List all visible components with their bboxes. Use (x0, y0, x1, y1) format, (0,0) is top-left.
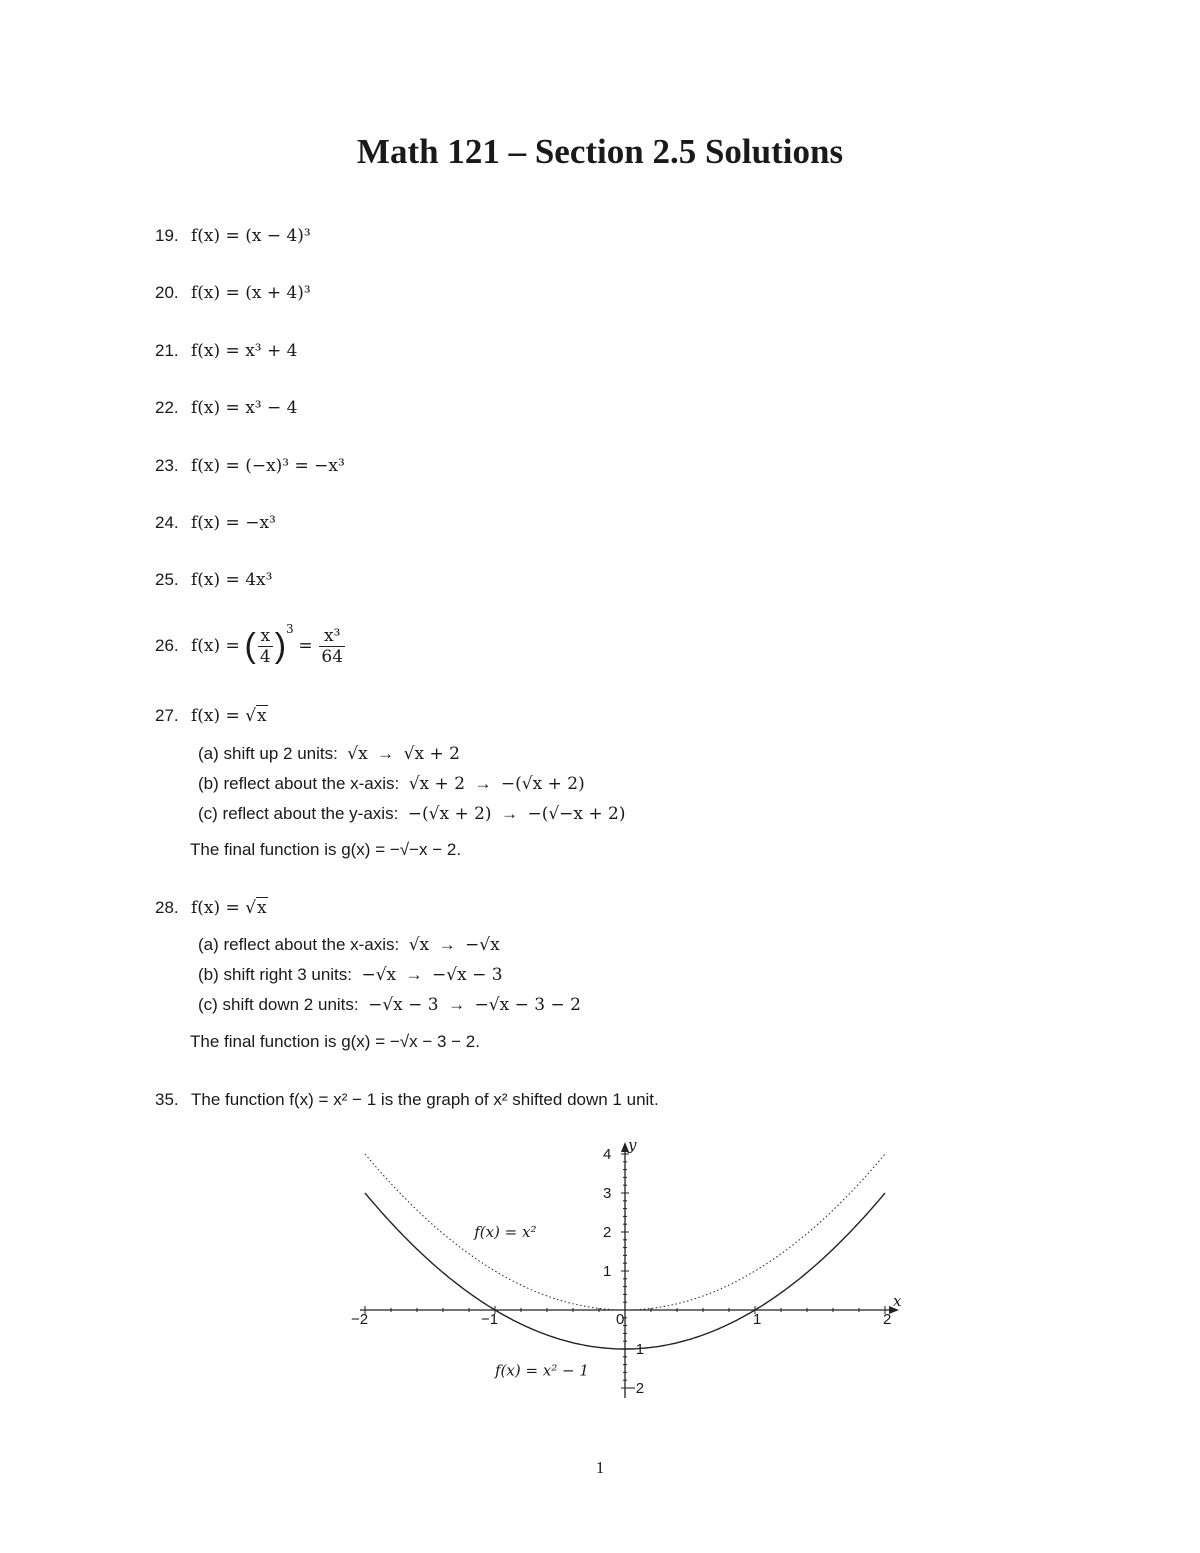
problem-24 (155, 513, 276, 533)
radical-sign: √ (245, 706, 257, 726)
problem-lhs: f(x) = (191, 898, 246, 918)
problem-19 (155, 226, 311, 246)
problem-expression: f(x) = x³ − 4 (191, 398, 298, 418)
p28-step-a (198, 935, 500, 955)
p28-final: The final function is g(x) = −√x − 3 − 2. (190, 1032, 480, 1051)
step-to: √x + 2 (403, 744, 460, 764)
p28-step-c (198, 995, 581, 1015)
problem-27 (155, 706, 268, 726)
step-label: (b) shift right 3 units: (198, 965, 353, 984)
curve-label-x-squared: f(x) = x² (474, 1223, 537, 1241)
left-paren: ( (244, 627, 256, 666)
y-tick-label: 4 (603, 1146, 612, 1163)
p27-step-a (198, 744, 460, 764)
step-label: (b) reflect about the x-axis: (198, 774, 400, 793)
x-axis-label: x (893, 1292, 902, 1310)
arrow-icon: → (405, 965, 423, 984)
radicand: x (257, 706, 267, 726)
problem-28 (155, 898, 268, 918)
arrow-icon: → (448, 995, 466, 1014)
problem-20 (155, 283, 311, 303)
fraction-x-over-4 (258, 626, 273, 667)
problem-lhs: f(x) = (191, 636, 240, 656)
problem-text: The function f(x) = x² − 1 is the graph of x² shifted down 1 unit. (191, 1090, 659, 1109)
problem-number: 27. (155, 706, 179, 725)
equals-sign: = (298, 636, 313, 656)
problem-35 (155, 1090, 659, 1110)
problem-expression: f(x) = (x − 4)³ (191, 226, 311, 246)
problem-number: 23. (155, 456, 179, 475)
x-tick-label: 2 (883, 1311, 892, 1328)
p27-final: The final function is g(x) = −√−x − 2. (190, 840, 462, 859)
y-tick-label: −1 (627, 1341, 645, 1358)
exponent: 3 (286, 622, 294, 636)
y-tick-label: 2 (603, 1224, 612, 1241)
step-from: √x (347, 744, 368, 764)
problem-expression: f(x) = (−x)³ = −x³ (191, 456, 345, 476)
numerator: x³ (319, 626, 345, 647)
y-tick-label: 1 (603, 1263, 612, 1280)
arrow-icon: → (501, 804, 519, 823)
p27-step-b (198, 774, 585, 794)
step-to: −√x (465, 935, 500, 955)
problem-22 (155, 398, 297, 418)
problem-number: 25. (155, 570, 179, 589)
numerator: x (258, 626, 273, 647)
problem-number: 35. (155, 1090, 179, 1109)
page-title: Math 121 – Section 2.5 Solutions (356, 132, 844, 171)
x-tick-label: 0 (616, 1311, 625, 1328)
problem-26 (155, 622, 347, 667)
problem-number: 21. (155, 341, 179, 360)
x-tick-label: 1 (753, 1311, 762, 1328)
problem-23 (155, 456, 345, 476)
x-tick-label: −1 (481, 1311, 499, 1328)
step-from: √x (408, 935, 430, 955)
problem-expression: f(x) = 4x³ (191, 570, 273, 590)
step-from: −(√x + 2) (407, 804, 492, 824)
step-label: (a) shift up 2 units: (198, 744, 338, 763)
problem-number: 22. (155, 398, 179, 417)
p28-step-b (198, 965, 503, 985)
curve-label-x-squared-minus-1: f(x) = x² − 1 (495, 1361, 589, 1380)
step-label: (c) shift down 2 units: (198, 995, 359, 1014)
arrow-icon: → (474, 774, 492, 793)
problem-expression: f(x) = (x + 4)³ (191, 283, 311, 303)
denominator: 64 (321, 647, 344, 668)
problem-number: 24. (155, 513, 179, 532)
x-tick-label: −2 (351, 1311, 369, 1328)
p27-step-c (198, 804, 626, 824)
arrow-icon: → (377, 744, 395, 763)
radicand: x (257, 898, 267, 918)
parabola-graph (330, 1120, 910, 1410)
page-number: 1 (595, 1458, 605, 1477)
right-paren: ) (274, 627, 287, 666)
step-from: −√x − 3 (368, 995, 439, 1015)
fraction-x3-over-64 (319, 626, 345, 667)
problem-number: 19. (155, 226, 179, 245)
labels (351, 1136, 902, 1397)
y-tick-label: −2 (627, 1380, 645, 1397)
step-to: −√x − 3 (432, 965, 503, 985)
step-to: −(√−x + 2) (527, 804, 626, 824)
problem-number: 28. (155, 898, 179, 917)
step-from: −√x (361, 965, 397, 985)
step-from: √x + 2 (408, 774, 466, 794)
problem-21 (155, 341, 297, 361)
problem-number: 20. (155, 283, 179, 302)
problem-expression: f(x) = x³ + 4 (191, 341, 298, 361)
problem-lhs: f(x) = (191, 706, 246, 726)
radical-sign: √ (245, 898, 257, 918)
problem-25 (155, 570, 272, 590)
step-label: (a) reflect about the x-axis: (198, 935, 400, 954)
problem-number: 26. (155, 636, 179, 655)
problem-expression: f(x) = −x³ (191, 513, 276, 533)
step-label: (c) reflect about the y-axis: (198, 804, 399, 823)
denominator: 4 (259, 647, 271, 668)
y-axis-label: y (628, 1136, 637, 1154)
step-to: −√x − 3 − 2 (474, 995, 581, 1015)
arrow-icon: → (438, 935, 456, 954)
y-tick-label: 3 (603, 1185, 612, 1202)
step-to: −(√x + 2) (500, 774, 585, 794)
